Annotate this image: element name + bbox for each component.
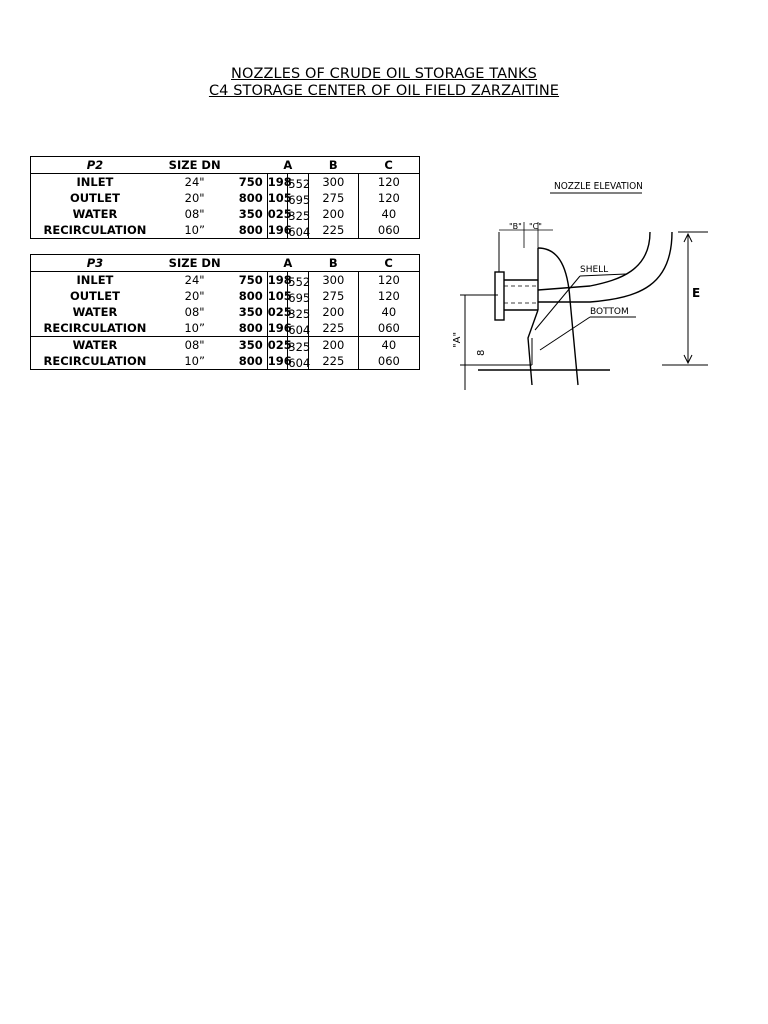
table-header-row	[31, 255, 420, 272]
header-tank-name: P2	[31, 157, 159, 174]
document-title-line1: NOZZLES OF CRUDE OIL STORAGE TANKS	[231, 66, 537, 82]
table-header-row	[31, 157, 420, 174]
label-b: "B"	[509, 222, 522, 231]
diagram-title: NOZZLE ELEVATION	[554, 181, 643, 192]
header-c: C	[358, 255, 419, 272]
label-shell: SHELL	[580, 265, 609, 275]
table-row: RECIRCULATION 10” 800 196 604 225 060	[31, 353, 420, 370]
table-row: OUTLET 20" 800 105 695 275 120	[31, 190, 420, 206]
label-bottom: BOTTOM	[590, 307, 629, 317]
header-b: B	[308, 255, 358, 272]
header-tank-name: P3	[31, 255, 159, 272]
table-row: OUTLET 20" 800 105 695 275 120	[31, 288, 420, 304]
header-a: A	[267, 255, 308, 272]
table-row: WATER 08" 350 025 325 200 40	[31, 304, 420, 320]
table-row: WATER 08" 350 025 325 200 40	[31, 337, 420, 354]
label-a: "A"	[452, 331, 463, 348]
header-size-dn: SIZE DN	[159, 255, 231, 272]
header-c: C	[358, 157, 419, 174]
nozzle-table-p3	[30, 254, 420, 370]
label-8: 8	[476, 349, 487, 356]
table-row: RECIRCULATION 10” 800 196 604 225 060	[31, 320, 420, 337]
label-c: "C"	[529, 222, 542, 231]
nozzle-elevation-diagram	[440, 160, 740, 395]
table-row: INLET 24" 750 198 552 300 120	[31, 174, 420, 191]
document-title-line2: C4 STORAGE CENTER OF OIL FIELD ZARZAITINE	[208, 83, 560, 99]
table-row: WATER 08" 350 025 325 200 40	[31, 206, 420, 222]
label-e: E	[692, 286, 701, 300]
table-row: RECIRCULATION 10” 800 196 604 225 060	[31, 222, 420, 239]
header-size-dn: SIZE DN	[159, 157, 231, 174]
nozzle-table-p2	[30, 156, 420, 239]
header-a: A	[267, 157, 308, 174]
table-row: INLET 24" 750 198 552 300 120	[31, 272, 420, 289]
header-b: B	[308, 157, 358, 174]
